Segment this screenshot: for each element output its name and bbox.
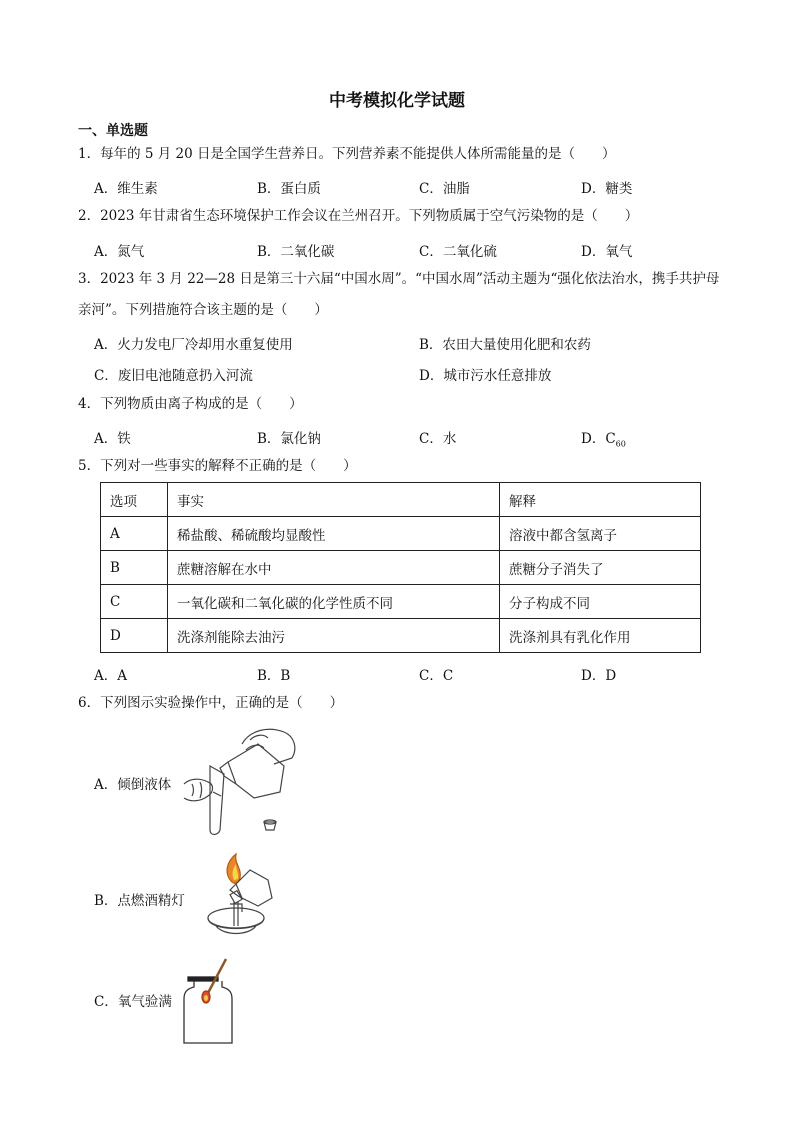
question-3-options-row2 bbox=[94, 364, 714, 388]
table-header-cell: 解释 bbox=[500, 483, 701, 517]
question-6-stem: 6．下列图示实验操作中，正确的是（ ） bbox=[78, 695, 344, 711]
section-title: 一、单选题 bbox=[78, 123, 148, 139]
q4-option-d-subscript: 60 bbox=[615, 439, 626, 449]
table-cell: 分子构成不同 bbox=[500, 585, 701, 619]
table-cell: 蔗糖溶解在水中 bbox=[168, 551, 500, 585]
table-cell: 稀盐酸、稀硫酸均显酸性 bbox=[168, 517, 500, 551]
question-3-options-row1 bbox=[94, 333, 714, 357]
question-2-options bbox=[94, 240, 714, 264]
q6-option-c[interactable]: C．氧气验满 bbox=[94, 994, 172, 1010]
q1-option-d[interactable]: D．糖类 bbox=[581, 181, 633, 197]
table-cell: 洗涤剂具有乳化作用 bbox=[500, 619, 701, 653]
table-cell: 一氧化碳和二氧化碳的化学性质不同 bbox=[168, 585, 500, 619]
table-cell: D bbox=[101, 619, 168, 653]
q1-option-b[interactable]: B．蛋白质 bbox=[257, 181, 321, 197]
q3-option-a[interactable]: A．火力发电厂冷却用水重复使用 bbox=[94, 337, 293, 353]
table-row bbox=[101, 585, 701, 619]
q1-option-a[interactable]: A．维生素 bbox=[94, 181, 158, 197]
q6-option-b[interactable]: B．点燃酒精灯 bbox=[94, 893, 185, 909]
table-header-row bbox=[101, 483, 701, 517]
pouring-liquid-illustration bbox=[180, 722, 304, 838]
q5-option-d[interactable]: D．D bbox=[581, 668, 617, 684]
table-cell: A bbox=[101, 517, 168, 551]
q2-option-a[interactable]: A．氮气 bbox=[94, 244, 145, 260]
q4-option-d[interactable] bbox=[581, 427, 626, 449]
page-title: 中考模拟化学试题 bbox=[329, 91, 465, 111]
table-cell: 洗涤剂能除去油污 bbox=[168, 619, 500, 653]
table-row bbox=[101, 517, 701, 551]
table-cell: B bbox=[101, 551, 168, 585]
q4-option-a[interactable]: A．铁 bbox=[94, 431, 131, 447]
alcohol-lamp-illustration bbox=[196, 852, 280, 940]
question-5-options bbox=[94, 664, 714, 688]
question-3-stem-line1: 3．2023 年 3 月 22—28 日是第三十六届“中国水周”。“中国水周”活动主题为“强化依法治水，携手共护母 bbox=[78, 271, 720, 287]
question-1-stem: 1．每年的 5 月 20 日是全国学生营养日。下列营养素不能提供人体所需能量的是（ ） bbox=[78, 146, 616, 162]
table-header-cell: 选项 bbox=[101, 483, 168, 517]
q3-option-d[interactable]: D．城市污水任意排放 bbox=[419, 368, 552, 384]
q4-option-d-text: D．C bbox=[581, 431, 616, 447]
q1-option-c[interactable]: C．油脂 bbox=[419, 181, 470, 197]
q3-option-c[interactable]: C．废旧电池随意扔入河流 bbox=[94, 368, 253, 384]
q5-option-a[interactable]: A．A bbox=[94, 668, 127, 684]
question-2-stem: 2．2023 年甘肃省生态环境保护工作会议在兰州召开。下列物质属于空气污染物的是（ ） bbox=[78, 208, 639, 224]
q5-option-c[interactable]: C．C bbox=[419, 668, 454, 684]
q6-option-a[interactable]: A．倾倒液体 bbox=[94, 777, 172, 793]
table-row bbox=[101, 551, 701, 585]
question-4-options bbox=[94, 427, 714, 451]
table-cell: 蔗糖分子消失了 bbox=[500, 551, 701, 585]
q4-option-b[interactable]: B．氯化钠 bbox=[257, 431, 321, 447]
table-cell: 溶液中都含氢离子 bbox=[500, 517, 701, 551]
q2-option-d[interactable]: D．氧气 bbox=[581, 244, 633, 260]
q2-option-b[interactable]: B．二氧化碳 bbox=[257, 244, 335, 260]
oxygen-test-illustration bbox=[180, 957, 250, 1049]
table-header-cell: 事实 bbox=[168, 483, 500, 517]
q5-option-b[interactable]: B．B bbox=[257, 668, 291, 684]
table-cell: C bbox=[101, 585, 168, 619]
question-5-stem: 5．下列对一些事实的解释不正确的是（ ） bbox=[78, 458, 357, 474]
question-3-stem-line2: 亲河”。下列措施符合该主题的是（ ） bbox=[78, 302, 328, 318]
question-4-stem: 4．下列物质由离子构成的是（ ） bbox=[78, 396, 303, 412]
table-row bbox=[101, 619, 701, 653]
q4-option-c[interactable]: C．水 bbox=[419, 431, 457, 447]
question-1-options bbox=[94, 177, 714, 201]
facts-table bbox=[100, 482, 701, 653]
q3-option-b[interactable]: B．农田大量使用化肥和农药 bbox=[419, 337, 591, 353]
q2-option-c[interactable]: C．二氧化硫 bbox=[419, 244, 497, 260]
